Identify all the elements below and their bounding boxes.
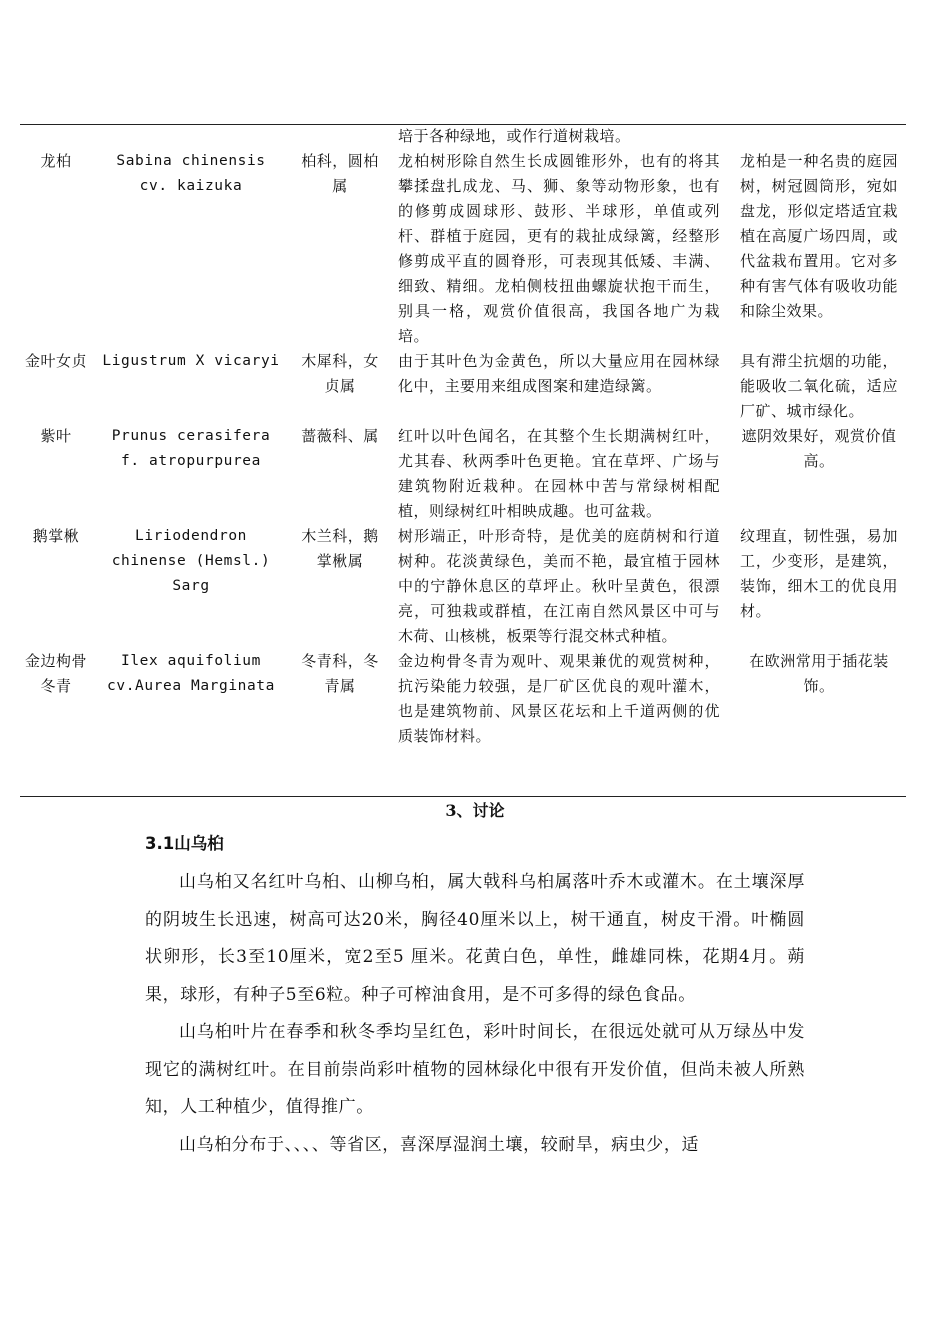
paragraph: 山乌桕叶片在春季和秋冬季均呈红色，彩叶时间长，在很远处就可从万绿丛中发现它的满树红叶。在目前崇尚彩叶植物的园林绿化中很有开发价值，但尚未被人所熟知，人工种植少，值得推广。 xyxy=(145,1022,805,1117)
section-heading: 3、讨论 xyxy=(445,801,505,820)
table-bottom-rule xyxy=(20,796,906,797)
plant-latin: Ligustrum X vicaryi xyxy=(102,353,280,369)
plant-use: 遮阴效果好，观赏价值高。 xyxy=(741,427,897,470)
plant-latin: Ilex aquifolium cv.Aurea Marginata xyxy=(107,653,275,694)
plant-name: 金叶女贞 xyxy=(24,352,87,370)
plant-use: 纹理直，韧性强，易加工，少变形，是建筑，装饰，细木工的优良用材。 xyxy=(740,527,898,620)
subsection-heading: 3.1山乌桕 xyxy=(145,834,224,853)
plant-use: 在欧洲常用于插花装饰。 xyxy=(749,652,889,695)
plant-name: 金边枸骨冬青 xyxy=(24,652,87,695)
plant-family: 木犀科，女贞属 xyxy=(301,352,379,395)
plant-traits: 红叶以叶色闻名，在其整个生长期满树红叶，尤其春、秋两季叶色更艳。宜在草坪、广场与建筑物附近栽种。在园林中苦与常绿树相配植，则绿树红叶相映成趣。也可盆栽。 xyxy=(398,427,720,520)
table-row xyxy=(20,149,906,349)
plant-name: 紫叶 xyxy=(40,427,72,445)
plant-latin: Liriodendron chinense (Hemsl.) Sarg xyxy=(111,528,271,594)
plant-family: 冬青科，冬青属 xyxy=(301,652,379,695)
plant-traits: 金边枸骨冬青为观叶、观果兼优的观赏树种，抗污染能力较强，是厂矿区优良的观叶灌木，也是建筑物前、风景区花坛和上千道两侧的优质装饰材料。 xyxy=(398,652,720,745)
plant-family: 柏科，圆柏属 xyxy=(301,152,379,195)
plant-family: 木兰科，鹅掌楸属 xyxy=(301,527,379,570)
plant-traits: 树形端正，叶形奇特，是优美的庭荫树和行道树种。花淡黄绿色，美而不艳，最宜植于园林中的宁静休息区的草坪止。秋叶呈黄色，很漂亮，可独栽或群植，在江南自然风景区中可与木荷、山核桃，板栗等行混交林式种植。 xyxy=(398,527,720,645)
plant-table xyxy=(20,124,906,749)
plant-name: 龙柏 xyxy=(40,152,72,170)
plant-use: 具有滞尘抗烟的功能，能吸收二氧化硫，适应厂矿、城市绿化。 xyxy=(740,352,898,420)
table-row xyxy=(20,524,906,649)
table-row xyxy=(20,649,906,749)
plant-latin: Sabina chinensis cv. kaizuka xyxy=(116,153,266,194)
plant-latin: Prunus cerasifera f. atropurpurea xyxy=(111,428,271,469)
paragraph: 山乌桕分布于、、、、等省区，喜深厚湿润土壤，较耐旱，病虫少，适 xyxy=(179,1134,700,1155)
plant-use: 龙柏是一种名贵的庭园树，树冠圆筒形，宛如盘龙，形似定塔适宜栽植在高厦广场四周，或代盆栽布置用。它对多种有害气体有吸收功能和除尘效果。 xyxy=(740,152,898,320)
table-row xyxy=(20,349,906,424)
plant-family: 蔷薇科、属 xyxy=(301,427,379,445)
paragraph: 山乌桕又名红叶乌桕、山柳乌桕，属大戟科乌桕属落叶乔木或灌木。在土壤深厚的阴坡生长迅速，树高可达20米，胸径40厘米以上，树干通直，树皮干滑。叶椭圆状卵形，长3至10厘米，宽2至5 厘米。花黄白色，单性，雌雄同株，花期4月。蒴果，球形，有种子5至6粒。种子可榨油食用，是不可多得的绿色食品。 xyxy=(145,872,805,1005)
section-body xyxy=(145,864,805,1164)
plant-traits: 龙柏树形除自然生长成圆锥形外，也有的将其攀揉盘扎成龙、马、狮、象等动物形象，也有的修剪成圆球形、鼓形、半球形，单值或列杆、群植于庭园，更有的栽扯成绿篱，经整形修剪成平直的圆脊形，可表现其低矮、丰满、细致、精细。龙柏侧枝扭曲螺旋状抱干而生，别具一格，观赏价值很高，我国各地广为栽培。 xyxy=(398,152,720,345)
plant-traits: 由于其叶色为金黄色，所以大量应用在园林绿化中，主要用来组成图案和建造绿篱。 xyxy=(398,352,720,395)
continued-text: 培于各种绿地，或作行道树栽培。 xyxy=(398,127,631,145)
table-row xyxy=(20,424,906,524)
table-row-continued xyxy=(20,124,906,149)
plant-name: 鹅掌楸 xyxy=(32,527,80,545)
